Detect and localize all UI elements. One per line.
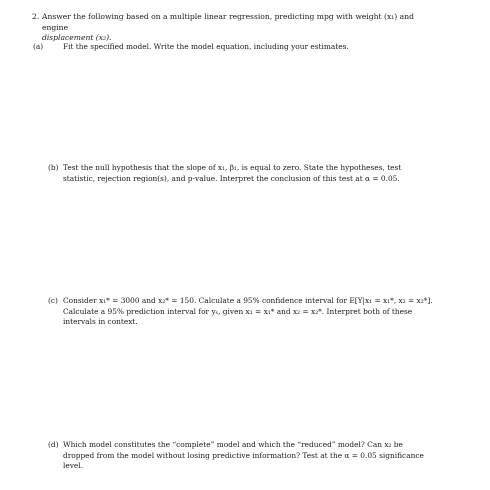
part-b-line-1: Test the null hypothesis that the slope of x₁, β₁, is equal to zero. State the hypotheses, test	[63, 163, 402, 172]
question-stem	[42, 12, 442, 44]
part-c-line-3: intervals in context.	[63, 317, 138, 327]
part-a-label: (a)	[33, 42, 44, 51]
part-d-line-1: Which model constitutes the “complete” model and which the “reduced” model? Can x₂ be	[63, 440, 403, 449]
part-b-label: (b)	[48, 163, 59, 172]
part-a-line-1: Fit the specified model. Write the model equation, including your estimates.	[63, 42, 349, 51]
part-a	[33, 42, 442, 53]
part-d-line-2: dropped from the model without losing predictive information? Test at the α = 0.05 significance	[63, 450, 424, 460]
part-d	[48, 440, 442, 472]
part-b	[48, 163, 442, 184]
part-c-line-1: Consider x₁* = 3000 and x₂* = 150. Calculate a 95% confidence interval for E[Y|x₁ = x₁*, x₂ = x₂*].	[63, 296, 433, 305]
question-number: 2.	[32, 12, 40, 21]
part-b-line-2: statistic, rejection region(s), and p-value. Interpret the conclusion of this test at α = 0.05.	[63, 173, 400, 183]
part-c-label: (c)	[48, 296, 58, 305]
question-stem-line-2: displacement (x₂).	[42, 33, 112, 43]
part-d-label: (d)	[48, 440, 59, 449]
part-d-line-3: level.	[63, 461, 83, 471]
part-c	[48, 296, 442, 328]
question-stem-line-1: Answer the following based on a multiple linear regression, predicting mpg with weight (x₁) and engine	[42, 12, 414, 32]
part-c-line-2: Calculate a 95% prediction interval for yₛ, given x₁ = x₁* and x₂ = x₂*. Interpret both of these	[63, 306, 413, 316]
